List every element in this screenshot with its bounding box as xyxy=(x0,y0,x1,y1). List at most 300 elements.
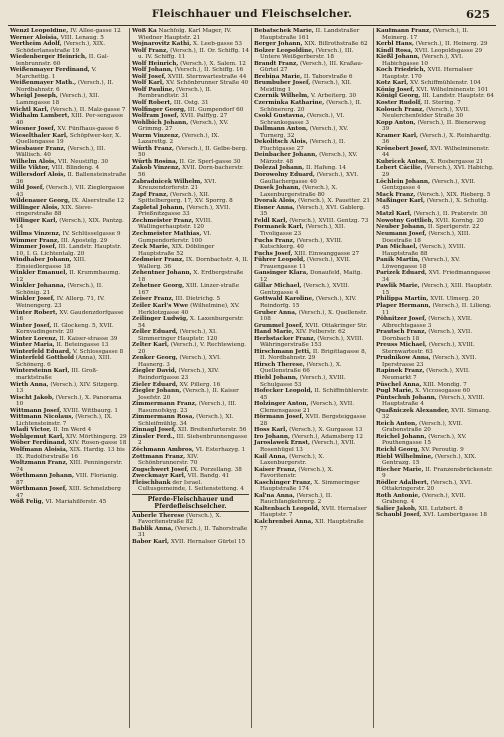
directory-entry xyxy=(376,316,494,329)
entry-details: (Versch.), II. Schönererg. 20 xyxy=(260,100,362,113)
entry-name: Kal'na Anna, xyxy=(254,492,295,499)
entry-name: Zimmermann Rosa, xyxy=(132,414,195,421)
entry-name: Lebert Cäcilie, xyxy=(376,165,423,172)
entry-name: Zenker Georg, xyxy=(132,355,178,362)
entry-details: VIII. Lenaug. 5 xyxy=(60,34,104,41)
entry-name: Woltzmann Franz, xyxy=(10,460,68,467)
directory-entry xyxy=(132,526,249,539)
entry-name: Gansinger Klara, xyxy=(254,270,309,277)
directory-entry xyxy=(132,355,249,368)
directory-entry xyxy=(10,283,127,296)
entry-details: XIX. Billrothstraße 62 xyxy=(304,41,368,48)
directory-entry xyxy=(376,146,494,159)
entry-details: VI. Esterhazyg. 1 xyxy=(195,447,246,453)
entry-details: XII. Lutzbert. 8 xyxy=(418,505,463,512)
entry-name: Riecher Marie, xyxy=(376,466,424,473)
entry-details: (Versch.), II. Rauchfangkehrerg. 2 xyxy=(260,492,333,506)
entry-name: Zehentner Johann, xyxy=(132,270,192,277)
entry-details: XVI. Kreuzendorferstr. 21 xyxy=(138,178,217,192)
entry-name: Wiesner Josef, xyxy=(10,126,56,133)
entry-name: Zöchmann Ambros, xyxy=(132,447,194,453)
entry-details: (Versch.), VI. Schrankegasse 3 xyxy=(260,113,345,126)
directory-entry xyxy=(132,48,249,61)
entry-details: XII. Hauptstraße 77 xyxy=(260,519,364,532)
entry-details: (Versch.), II. Kaiser Josefstr. 20 xyxy=(138,388,239,401)
entry-name: Winter Josef, xyxy=(10,322,52,329)
entry-name: Wischt Jakob, xyxy=(10,394,54,401)
entry-details: VIII. Blindeng. 4 xyxy=(51,165,100,172)
entry-name: Wolf Pauline, xyxy=(132,86,175,93)
entry-name: Herbstacker Franz, xyxy=(254,335,316,342)
entry-details: (Versch.), XVIII. Gentzg. 73 xyxy=(289,217,369,224)
entry-name: Eisner Anna, xyxy=(254,204,295,211)
directory-entry xyxy=(376,454,494,467)
directory-entry xyxy=(376,480,494,493)
entry-name: Dorowolny Eduard, xyxy=(254,172,315,179)
entry-name: Babor Karl, xyxy=(132,539,170,546)
entry-details: (Versch.), XV. Turnerg. 32 xyxy=(260,126,349,139)
entry-details: (Versch.), XVII. Grabeng. 4 xyxy=(382,492,466,506)
directory-entry xyxy=(10,133,127,146)
entry-name: Führer Leopold, xyxy=(254,257,306,264)
entry-details: XVII. Leopoldsgasse 29 xyxy=(414,47,483,54)
column-3 xyxy=(252,28,374,728)
entry-name: Dusek Johann, xyxy=(254,185,301,192)
entry-details: XVII. Dorn-bacherstr. 56 xyxy=(138,165,244,179)
directory-entry xyxy=(376,342,494,355)
entry-name: Wintersteinn Karl, xyxy=(10,368,70,375)
entry-name: Nowotny Gottlieb, xyxy=(376,217,434,224)
directory-entry xyxy=(254,519,371,532)
entry-name: Brumbuber Josef, xyxy=(254,80,311,87)
entry-name: Zieler Eduard, xyxy=(132,381,178,388)
directory-entry xyxy=(254,440,371,453)
entry-name: Wurm Vinzenz, xyxy=(132,132,181,139)
directory-entry xyxy=(10,447,127,460)
entry-name: Kaufmann Franz, xyxy=(376,28,432,34)
entry-name: Dolezal Johann, xyxy=(254,165,305,172)
entry-details: XV. Pillerg. 16 xyxy=(179,381,221,388)
entry-details: (Versch.), XV. Grimmg. 27 xyxy=(138,119,229,133)
entry-name: Ziegler David, xyxy=(132,368,177,375)
entry-name: Würth Rosina, xyxy=(132,158,178,165)
entry-name: Hirsch Therese, xyxy=(254,361,305,368)
entry-name: Krönebert Josef, xyxy=(376,145,429,152)
entry-details: (Versch.), XVII. Iperstrasse 23 xyxy=(382,355,477,368)
directory-entry xyxy=(132,414,249,427)
entry-details: (Versch.), II. Taborstraße 31 xyxy=(138,525,248,539)
directory-entry xyxy=(376,493,494,506)
entry-name: Reichl Georg, xyxy=(376,447,420,453)
entry-details: XVII. Hernalser Gürtel 15 xyxy=(170,539,246,546)
entry-details: (Versch.), XII. Spittelbergerg. 17, XV. Sporrg. 8 xyxy=(138,191,233,205)
directory-entry xyxy=(254,454,371,467)
directory-entry xyxy=(254,362,371,375)
entry-details: (Versch.), X. Quellenstr. 108 xyxy=(260,309,368,323)
entry-details: (Versch.), X. Gurgasse 13 xyxy=(289,427,363,434)
directory-entry xyxy=(10,218,127,231)
directory-entry xyxy=(10,368,127,381)
entry-name: Rapinek Franz, xyxy=(376,368,425,375)
entry-name: Riebl Wilhelmine, xyxy=(376,453,434,460)
directory-entry xyxy=(254,152,371,165)
entry-name: Zimmermann Franz, xyxy=(132,401,197,408)
entry-name: Wolf Heinrich, xyxy=(132,60,179,67)
directory-entry xyxy=(376,28,494,41)
entry-details: (Versch.), XVI. Ottakringerstr. 20 xyxy=(382,479,473,493)
entry-details: (Versch.), XIII. Doestraße 18 xyxy=(382,230,471,244)
entry-details: XVI. Friedmanngasse 34 xyxy=(382,270,491,283)
entry-details: (Versch.), XVII. Prießnitzgasse 33 xyxy=(138,204,231,218)
entry-details: III. Groß-marktstraße xyxy=(16,368,99,381)
entry-details: XVII. Hernalser Hauptstr. 170 xyxy=(382,67,473,80)
entry-name: Winterfeld Eduard, xyxy=(10,348,72,355)
entry-name: Zechmeister Mathias, xyxy=(132,230,202,237)
directory-entry xyxy=(254,270,371,283)
directory-entry xyxy=(10,296,127,309)
directory-entry xyxy=(254,336,371,349)
entry-name: Wolfram Josef, xyxy=(132,113,179,120)
entry-name: Fuchs Josef, xyxy=(254,250,293,257)
entry-details: (Versch.), XVII. Neumarkt 7 xyxy=(382,368,470,381)
entry-name: Maßinger Karl, xyxy=(376,198,425,205)
entry-name: Würth Franz, xyxy=(132,145,174,152)
directory-entry xyxy=(132,454,249,467)
entry-details: III. Apostelg. 29 xyxy=(60,237,108,244)
entry-name: Wenzl Leopoldine, xyxy=(10,28,69,34)
entry-name: Zinnagl Josef, xyxy=(132,427,176,434)
entry-name: Winkler Johanna, xyxy=(10,283,66,290)
entry-details: (Versch.), X. Pauetter. 21 xyxy=(298,198,370,205)
directory-entry xyxy=(132,434,249,447)
entry-name: Kramer Karl, xyxy=(376,132,419,139)
directory-entry xyxy=(10,486,127,499)
directory-entry xyxy=(254,205,371,218)
entry-name: Schaubl Josef, xyxy=(376,512,422,519)
entry-details: (Versch.), II. Nordbahnstr. 6 xyxy=(16,80,114,93)
entry-name: Fleischbank xyxy=(132,479,171,486)
directory-entry xyxy=(376,198,494,211)
entry-name: Weißenmayer Ferdinand, xyxy=(10,67,90,74)
entry-name: Winter Maria, xyxy=(10,342,55,349)
directory-entry xyxy=(132,283,249,296)
directory-entry xyxy=(376,434,494,447)
entry-name: Koster Rudolf, xyxy=(376,100,423,107)
entry-name: Zweckmayr Karl, xyxy=(132,473,186,480)
entry-details: XV. Schiffmühlenstr. 104 xyxy=(410,80,481,87)
entry-name: Czernik Wilhelm, xyxy=(254,93,310,100)
entry-name: Zedmeier Franz, xyxy=(132,257,185,264)
directory-entry xyxy=(376,467,494,480)
directory-entry xyxy=(254,480,371,493)
directory-entry xyxy=(10,185,127,198)
entry-name: Panik Martin, xyxy=(376,257,420,264)
entry-details: (Versch.), X. Favoritenstraße 82 xyxy=(138,512,222,526)
entry-name: Weißenmayer Math., xyxy=(10,80,77,87)
entry-details: (Versch.), II. Schiffg. 16 xyxy=(174,67,244,74)
entry-name: Prudnikow Anna, xyxy=(376,355,431,362)
entry-name: Püntschuh Johann, xyxy=(376,394,437,401)
entry-details: (Versch.), XIV. Reindorfgasse 23 xyxy=(138,368,220,381)
directory-entry xyxy=(132,28,249,41)
entry-details: III. Gumpendorf 60 xyxy=(187,106,244,113)
directory-entry xyxy=(254,126,371,139)
directory-entry xyxy=(254,349,371,362)
entry-details: VIII. Florianig. 87 xyxy=(16,473,119,486)
entry-name: Brandt Franz, xyxy=(254,60,299,67)
entry-details: V. Arbeiterg. 30 xyxy=(310,93,357,100)
directory-entry xyxy=(132,270,249,283)
directory-columns xyxy=(8,28,496,728)
directory-entry xyxy=(376,270,494,283)
directory-entry xyxy=(254,224,371,237)
entry-name: Wörthmann Johann, xyxy=(10,473,74,480)
entry-details: (Versch.), XVII. Dornbach 18 xyxy=(382,329,473,342)
directory-entry xyxy=(10,395,127,408)
column-2 xyxy=(130,28,252,728)
entry-details: VI. Mariahilferstr. 45 xyxy=(45,499,107,506)
entry-details: (Versch.), VII. Zieglergasse 43 xyxy=(16,185,125,198)
entry-name: Zeck Marie, xyxy=(132,244,170,251)
directory-entry xyxy=(254,172,371,185)
entry-details: III. Siebenbrunnengasse 2 xyxy=(138,433,248,447)
directory-entry xyxy=(254,388,371,401)
directory-entry xyxy=(254,296,371,309)
entry-name: Wörthmann Josef, xyxy=(10,486,68,493)
entry-name: Bebatschek Marie, xyxy=(254,28,314,34)
directory-entry xyxy=(10,382,127,395)
entry-name: Zeilinger Ludwig, xyxy=(132,316,189,323)
entry-details: II. Kaiser-strasse 39 xyxy=(59,335,118,342)
entry-details: (Versch.), XIII. Hauptstr. 15 xyxy=(382,283,493,296)
entry-name: Hiebl Johann, xyxy=(254,374,298,381)
entry-details: (Versch.), XII. Tivoligasse 23 xyxy=(260,224,346,237)
entry-name: Gruber Anna, xyxy=(254,309,297,316)
entry-details: II. Franzensbrückenstr. 9 xyxy=(382,466,493,480)
directory-entry xyxy=(10,244,127,257)
entry-details: (Versch.), III. Kraßau-Gürtel 27 xyxy=(260,60,363,74)
entry-details: XVI. Wilhelminenstr. 101 xyxy=(416,86,489,93)
entry-name: Wittmann Josef, xyxy=(10,407,62,414)
entry-details: XV. Schönbrunner Straße 40 xyxy=(165,80,249,87)
directory-entry xyxy=(376,408,494,421)
entry-name: Reich Anton, xyxy=(376,420,418,427)
entry-details: (Versch.), XVI. Hasnerg. 3 xyxy=(138,355,221,368)
entry-details: III. Ostg. 31 xyxy=(173,100,209,107)
entry-details: (Versch.), XVI. Gaullachergasse 40 xyxy=(260,172,359,185)
entry-details: Donaufeld, Maitg. 12 xyxy=(260,270,363,283)
entry-details: (Versch.), XVIII. Sternwartestr. 63 xyxy=(382,342,475,355)
entry-details: (Versch.), XIX. Schöderlansstraße 19 xyxy=(16,41,105,54)
entry-details: (Versch.), XV. Pouthengasse 15 xyxy=(382,433,467,447)
column-4 xyxy=(374,28,496,728)
entry-details: XVII. Simang. 32 xyxy=(382,407,491,421)
page-number: 625 xyxy=(465,7,490,21)
directory-entry xyxy=(376,355,494,368)
entry-name: Wiesbauer Franz, xyxy=(10,145,66,152)
entry-details: (Versch.), XIX. Gentrazg. 15 xyxy=(382,453,477,467)
directory-entry xyxy=(132,192,249,205)
directory-entry xyxy=(10,310,127,323)
entry-name: Wildenauer Georg, xyxy=(10,198,70,205)
entry-name: Wolf Josef, xyxy=(132,73,166,80)
directory-entry xyxy=(132,513,249,526)
directory-entry xyxy=(376,512,494,519)
directory-entry xyxy=(10,270,127,283)
entry-details: IX. Alserstraße 12 xyxy=(71,198,125,205)
entry-details: XIX. Döblinger Hauptstraße 52 xyxy=(138,244,215,257)
entry-name: Wolf Franz, xyxy=(132,47,169,54)
directory-entry xyxy=(376,368,494,381)
entry-details: (Versch.), II. Lilieng. 11 xyxy=(382,302,492,316)
entry-name: Kaschinger Franz, xyxy=(254,479,313,486)
entry-details: (Versch.), XVIII. Gentzgasse 4 xyxy=(260,283,350,296)
entry-details: (Versch.), II. Or. Schiffg. 14 u. IV. Schiffg. 11 xyxy=(138,47,249,61)
directory-entry xyxy=(254,113,371,126)
entry-name: Willersdorf Alois, xyxy=(10,172,66,179)
entry-name: Brebina Marie, xyxy=(254,73,303,80)
entry-details: (Versch.), XVII. Frauengasse 11 xyxy=(260,257,351,270)
entry-name: König Josef, xyxy=(376,86,415,93)
entry-name: Hirschmann Jetti, xyxy=(254,348,311,355)
entry-name: Feldl Karl, xyxy=(254,217,288,224)
entry-name: Wöß Felig, xyxy=(10,499,44,506)
entry-name: Plaper Hermann, xyxy=(376,302,431,309)
entry-details: XVII. Hernalser Hauptstr. 7 xyxy=(260,505,367,519)
entry-details: XVII. Palffyg. 27 xyxy=(180,113,228,120)
entry-details: (Versch.), XVII. Neulerchenfelder Straße 30 xyxy=(382,106,470,120)
entry-name: Dvorak Alois, xyxy=(254,198,297,205)
directory-entry xyxy=(376,179,494,192)
directory-entry xyxy=(376,257,494,270)
entry-name: Wolfmann Aloisia, xyxy=(10,447,68,453)
entry-name: Gottwald Karoline, xyxy=(254,296,315,303)
directory-entry xyxy=(10,113,127,126)
entry-name: Holzinger Anton, xyxy=(254,401,309,408)
entry-name: Grummel Josef, xyxy=(254,322,304,329)
entry-name: Wojnarovitz Kathi, xyxy=(132,41,192,48)
directory-entry xyxy=(132,342,249,355)
entry-details: (Versch.), IX. Lichtensteinstr. 7 xyxy=(16,414,113,427)
directory-entry xyxy=(254,493,371,506)
entry-name: Wohlbich Johann, xyxy=(132,119,189,126)
entry-details: XVII. Ottakringer Str. xyxy=(305,322,368,329)
entry-details: XVII. Kornhg. 20 xyxy=(435,217,484,224)
entry-details: (Versch.), X. Reinhardtg. 36 xyxy=(382,132,492,146)
directory-entry xyxy=(10,460,127,473)
entry-name: Koch Friedrich, xyxy=(376,67,426,74)
entry-details: (Versch.), X. Schuttg. 45 xyxy=(382,198,489,211)
entry-name: Ziegler Johann, xyxy=(132,388,182,395)
directory-entry xyxy=(376,244,494,257)
entry-details: III. Dietrichg. 5 xyxy=(175,296,221,303)
entry-name: Kaltenbach Leopold, xyxy=(254,505,320,512)
directory-entry xyxy=(132,133,249,146)
entry-details: (Versch.), II. Schönig. 21 xyxy=(16,283,103,296)
entry-details: (Versch.), II. Malz-gasse 7 xyxy=(50,106,126,113)
entry-details: XIV. Schönbrunnerstr. 70 xyxy=(138,453,199,467)
directory-entry xyxy=(10,473,127,486)
entry-name: Wichtl Karl, xyxy=(10,106,49,113)
directory-entry xyxy=(132,218,249,231)
directory-entry xyxy=(376,421,494,434)
entry-details: IV. Schlüsselgasse 9 xyxy=(62,230,121,237)
directory-entry xyxy=(254,185,371,198)
entry-details: (Versch.), III. Untere Weißgerberstr. 18 xyxy=(260,47,354,61)
directory-entry xyxy=(10,355,127,368)
entry-details: (Versch.), III. Wällisch. 40 xyxy=(16,145,106,159)
directory-entry xyxy=(10,414,127,427)
entry-details: (Versch.), XI. Simmeringer Hauptstr. 120 xyxy=(138,329,218,342)
entry-details: (Versch.), XVIII. Schulgasse 53 xyxy=(260,374,346,388)
entry-name: Winter Lorenz, xyxy=(10,335,58,342)
entry-details: II. Im Werd 4 xyxy=(53,427,92,434)
directory-entry xyxy=(376,329,494,342)
entry-details: (Versch.), X. Laxenburgerstraße 80 xyxy=(260,185,338,198)
entry-name: Wimmer Franz, xyxy=(10,237,60,244)
entry-details: (Versch.), XIX. Rieberg. 5 xyxy=(417,191,491,198)
directory-entry xyxy=(10,323,127,336)
entry-name: Bolzer Leopoldine, xyxy=(254,47,314,54)
entry-details: (Versch.), XVI. Habichgasse 10 xyxy=(382,54,464,67)
entry-name: Parizek Eduard, xyxy=(376,270,427,277)
entry-details: XVIII. Wittbaurg. 1 xyxy=(63,407,119,414)
entry-name: Zelter Karl, xyxy=(132,342,169,349)
entry-details: XIII. Schmelzberg 47 xyxy=(16,486,121,499)
entry-details: II. Beteingasse 13 xyxy=(56,342,109,349)
entry-details: (Versch.), XVII. Clemensgasse 21 xyxy=(260,401,355,414)
entry-name: Winter Robert, xyxy=(10,309,58,316)
entry-details: XII. Breitenfurterstr. 56 xyxy=(177,427,247,434)
entry-name: Kindl Rosa, xyxy=(376,47,413,54)
directory-entry xyxy=(10,499,127,506)
directory-entry xyxy=(132,244,249,257)
directory-entry xyxy=(254,401,371,414)
entry-details: II. Krummbaumg. 12 xyxy=(16,270,121,283)
entry-details: (Versch.), II. Heinerg. 29 xyxy=(415,41,488,48)
entry-details: IV. Allerg. 71, IV. Weinengerg. 23 xyxy=(16,296,105,309)
entry-name: Wertheim Adolf, xyxy=(10,41,62,48)
entry-name: Philippa Martin, xyxy=(376,296,429,303)
directory-entry xyxy=(376,283,494,296)
entry-details: IX. Dornbachstr. 4, II. Wallerg. 36 xyxy=(138,257,249,270)
directory-entry xyxy=(132,179,249,192)
entry-details: der Israel. Cultusgemeinde, I. Seitenstetteng. 4 xyxy=(138,479,244,493)
entry-details: XVIII. Wallingerhauptstr. 120 xyxy=(138,217,213,231)
directory-entry xyxy=(376,54,494,67)
directory-entry xyxy=(10,146,127,159)
entry-details: (Versch.), IX. Lazarettg. 2 xyxy=(138,132,220,146)
entry-name: Berger Johann, xyxy=(254,41,303,48)
entry-details: II. Ballensteinstraße 36 xyxy=(16,172,127,185)
entry-details: X. Erdbergstraße 18 xyxy=(138,270,244,283)
entry-details: XIV. Mörthingerg. 29 xyxy=(65,433,127,440)
section-subheading: Pferde-Fleischhauer und Pferdefleischselcher. xyxy=(132,494,249,512)
directory-entry xyxy=(254,80,371,93)
directory-entry xyxy=(254,310,371,323)
entry-details: (Anna), XIII. Schönerg. 6 xyxy=(16,355,112,368)
directory-entry xyxy=(254,28,371,41)
entry-name: Zugschwert Josef, xyxy=(132,466,189,473)
entry-details: VI. Gumpendorferstr. 100 xyxy=(138,230,212,244)
entry-name: Zeiler Karl's Wwe xyxy=(132,302,189,309)
directory-entry xyxy=(376,165,494,178)
entry-name: Mack Franz, xyxy=(376,191,416,198)
entry-details: (Versch.), XVII. Grabenstraße 20 xyxy=(382,420,463,434)
entry-name: Reichel Johann, xyxy=(376,433,427,440)
directory-entry xyxy=(132,257,249,270)
entry-name: Willinger Alois, xyxy=(10,204,60,211)
